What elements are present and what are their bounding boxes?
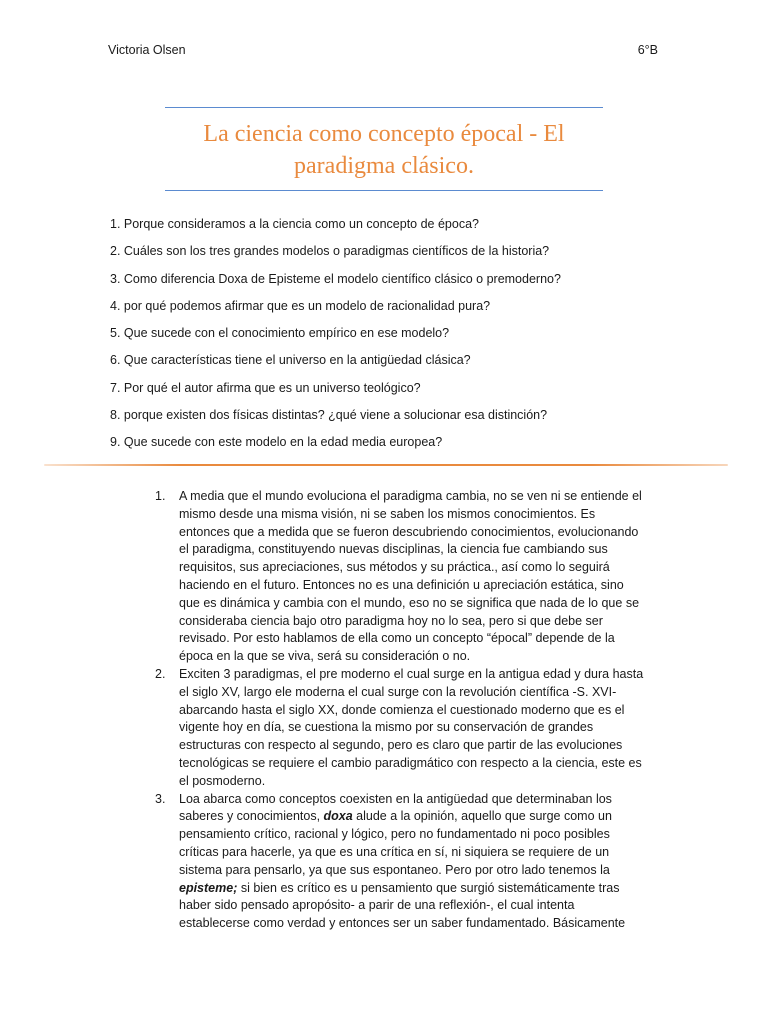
page-header <box>108 43 658 57</box>
answer-text-segment: si bien es crítico es u pensamiento que surgió sistemáticamente tras haber sido pensado apropósito- a parir de una reflexión-, el cual intenta establecerse como verdad y entonces ser un saber fundamentado. Básicamente <box>179 880 626 931</box>
question-item: 9. Que sucede con este modelo en la edad media europea? <box>110 435 443 450</box>
question-item: 2. Cuáles son los tres grandes modelos o paradigmas científicos de la historia? <box>110 244 550 259</box>
question-list <box>110 214 700 460</box>
answer-text-segment: alude a la opinión, aquello que surge como un pensamiento crítico, racional y lógico, pero no fundamentado ni poco posibles críticas para hacerle, ya que es una crítica en sí, ni siquiera se requiere de un sistema para pensarlo, ya que sus espontaneo. Pero por otro lado tenemos la <box>179 809 612 877</box>
answer-item <box>155 488 645 666</box>
question-item: 6. Que características tiene el universo en la antigüedad clásica? <box>110 353 471 368</box>
title-top-rule <box>165 107 603 108</box>
answer-list <box>155 488 645 933</box>
author-name: Victoria Olsen <box>108 43 186 57</box>
answer-text <box>179 791 645 933</box>
question-item: 3. Como diferencia Doxa de Episteme el modelo científico clásico o premoderno? <box>110 271 561 286</box>
section-divider <box>44 464 728 466</box>
title-line-2: paradigma clásico. <box>294 153 474 179</box>
answer-text: A media que el mundo evoluciona el paradigma cambia, no se ven ni se entiende el mismo desde una misma visión, ni se saben los mismos conocimientos. Es entonces que a medida que se fueron descubriendo conocimientos, evolucionando el paradigma, constituyendo nuevas disciplinas, la ciencia fue cambiando sus requisitos, sus apreciaciones, sus métodos y su práctica., así como lo seguirá haciendo en el futuro. Entonces no es una definición u apreciación estática, sino que es dinámica y cambia con el mundo, eso no se significa que nada de lo que se consideraba ciencia bajo otro paradigma hoy no lo sea, pero si que debe ser revisado. Por esto hablamos de ella como un concepto “épocal” depende de la época en la que se viva, será su consideración o no. <box>179 489 642 664</box>
grade-label: 6°B <box>637 43 658 57</box>
answer-text: Exciten 3 paradigmas, el pre moderno el cual surge en la antigua edad y dura hasta el siglo XV, largo ele moderna el cual surge con la revolución científica -S. XVI- abarcando hasta el siglo XX, donde comienza el cuestionado moderno que es el vigente hoy en día, se cuestiona la mismo por su conservación de grandes estructuras con respecto al segundo, pero es claro que partir de las evoluciones tecnológicas se requiere el cambio paradigmático con respecto a la ciencia, este es el posmoderno. <box>179 666 644 788</box>
term-doxa: doxa <box>323 809 353 824</box>
title-line-1: La ciencia como concepto épocal - El <box>203 121 565 147</box>
answer-text-segment: Loa abarca como conceptos coexisten en la antigüedad que determinaban los saberes y conocimientos, <box>179 791 612 824</box>
question-item: 5. Que sucede con el conocimiento empírico en ese modelo? <box>110 326 450 341</box>
title-bottom-rule <box>165 190 603 191</box>
answer-number: 2. <box>155 666 166 681</box>
answer-number: 3. <box>155 791 166 806</box>
question-item: 1. Porque consideramos a la ciencia como un concepto de época? <box>110 217 479 231</box>
answer-item <box>155 791 645 933</box>
document-title <box>165 118 603 182</box>
answer-number: 1. <box>155 489 166 503</box>
term-episteme: episteme; <box>179 880 238 895</box>
question-item: 8. porque existen dos físicas distintas? ¿qué viene a solucionar esa distinción? <box>110 408 548 423</box>
question-item: 7. Por qué el autor afirma que es un universo teológico? <box>110 380 421 395</box>
answer-item <box>155 666 645 791</box>
question-item: 4. por qué podemos afirmar que es un modelo de racionalidad pura? <box>110 298 491 313</box>
